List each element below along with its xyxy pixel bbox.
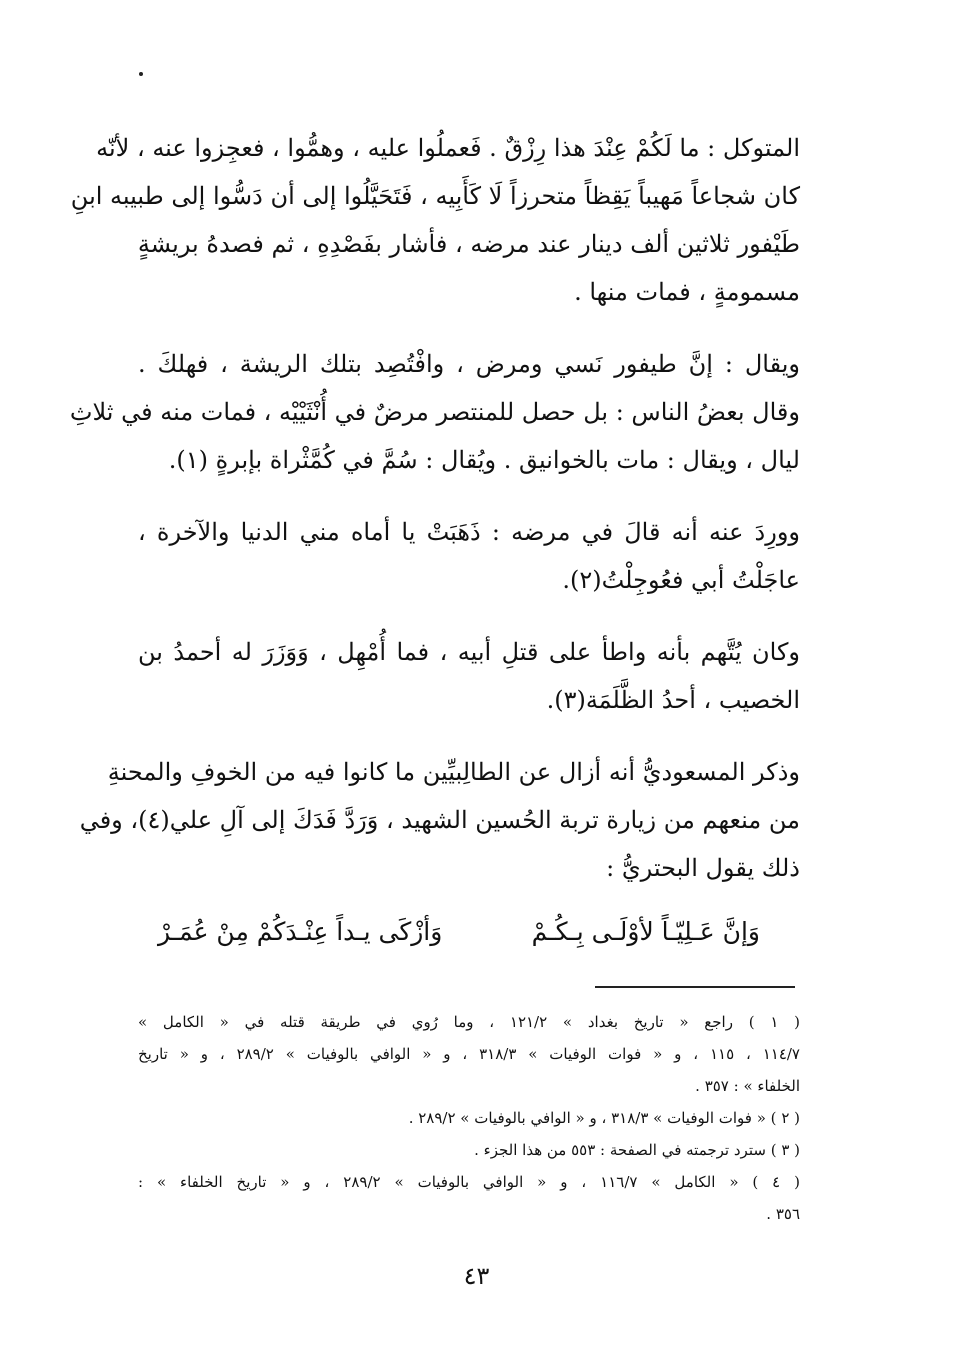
text-line: ذلك يقول البحتريُّ : bbox=[606, 854, 800, 882]
footnote-separator bbox=[595, 986, 795, 988]
paragraph-4 bbox=[138, 628, 800, 724]
verse-first-hemistich: وَإنَّ عَـلِيّـاً لأوْلَـى بِـكُـمْ bbox=[531, 917, 760, 946]
text-line: المتوكل : ما لَكُمْ عِنْدَ هذا رِزْقٌ . فَعملُوا عليه ، وهمُّوا ، فعجِزوا عنه ، لأنّه bbox=[96, 134, 800, 162]
footnote-line: ١١٤/٧ ، ١١٥ ، و « فوات الوفيات » ٣١٨/٣ ، و « الوافي بالوفيات » ٢٨٩/٢ ، و « تاريخ bbox=[138, 1045, 800, 1063]
footnote-line: ( ٢ ) « فوات الوفيات » ٣١٨/٣ ، و « الوافي بالوفيات » ٢٨٩/٢ . bbox=[408, 1109, 800, 1127]
text-line: ليال ، ويقال : مات بالخوانيق . ويُقال : سُمَّ في كُمَّثْراة بإبرةٍ (١). bbox=[168, 446, 800, 474]
text-line: مسمومةٍ ، فمات منها . bbox=[574, 278, 800, 306]
text-line: عاجَلْتُ أبي فعُوجِلْتُ(٢). bbox=[562, 566, 800, 594]
text-line: من منعهم من زيارة تربة الحُسين الشهيد ، وَرَدَّ فَدَكَ إلى آلِ علي(٤)، وفي bbox=[79, 806, 800, 834]
speck-mark bbox=[139, 72, 143, 76]
paragraph-2 bbox=[69, 340, 800, 484]
page-number: ٤٣ bbox=[463, 1262, 490, 1290]
text-line: كان شجاعاً مَهيباً يَقِظاً متحرزاً لَا كَأَبِيه ، فَتَحَيَّلُوا إلى أن دَسُّوا إلى طبيبه ابنِ bbox=[70, 182, 800, 210]
footnote-line: ٣٥٦ . bbox=[766, 1205, 800, 1223]
paragraph-3 bbox=[138, 508, 800, 604]
footnote-line: ( ٤ ) « الكامل » ١١٦/٧ ، و « الوافي بالوفيات » ٢٨٩/٢ ، و « تاريخ الخلفاء » : bbox=[138, 1173, 800, 1191]
footnote-4 bbox=[138, 1166, 800, 1230]
footnote-2 bbox=[138, 1102, 800, 1134]
footnote-line: ( ١ ) راجع « تاريخ بغداد » ١٢١/٢ ، وما رُوي في طريقة قتله في « الكامل » bbox=[138, 1013, 800, 1031]
paragraph-1 bbox=[70, 124, 800, 316]
footnote-line: ( ٣ ) سترد ترجمته في الصفحة : ٥٥٣ من هذا الجزء . bbox=[474, 1141, 800, 1159]
text-line: وقال بعضُ الناس : بل حصل للمنتصر مرضٌ في أُنْثَيْيْه ، فمات منه في ثلاثِ bbox=[69, 398, 800, 426]
text-line: وذكر المسعوديُّ أنه أزال عن الطالِبيِّين ما كانوا فيه من الخوفِ والمحنةِ bbox=[107, 758, 800, 786]
footnote-line: الخلفاء » : ٣٥٧ . bbox=[695, 1077, 800, 1095]
poetry-verse bbox=[138, 912, 800, 952]
footnote-1 bbox=[138, 1006, 800, 1102]
footnote-3 bbox=[138, 1134, 800, 1166]
paragraph-5 bbox=[79, 748, 800, 892]
text-line: وكان يُتَّهم بأنه واطأ على قتلِ أبيه ، فما أُمْهِل ، وَوَزَرَ له أحمدُ بن bbox=[138, 638, 800, 666]
verse-second-hemistich: وَأزْكَى يـداً عِنْـدَكُمْ مِنْ عُمَـرْ bbox=[158, 917, 443, 946]
text-line: وورِدَ عنه أنه قالَ في مرضه : ذَهَبَتْ يا أماه مني الدنيا والآخرة ، bbox=[138, 518, 800, 546]
text-line: ويقال : إنَّ طيفور نَسي ومرض ، وافْتُصِد بتلك الريشة ، فهلكَ . bbox=[138, 350, 800, 378]
text-line: طَيْفور ثلاثين ألف دينار عند مرضه ، فأشار بفَصْدِهِ ، ثم فصدهُ بريشةٍ bbox=[137, 230, 800, 258]
main-text bbox=[69, 124, 800, 952]
text-line: الخصيب ، أحدُ الظَّلَمَة(٣). bbox=[546, 686, 800, 714]
footnotes bbox=[138, 1006, 800, 1230]
